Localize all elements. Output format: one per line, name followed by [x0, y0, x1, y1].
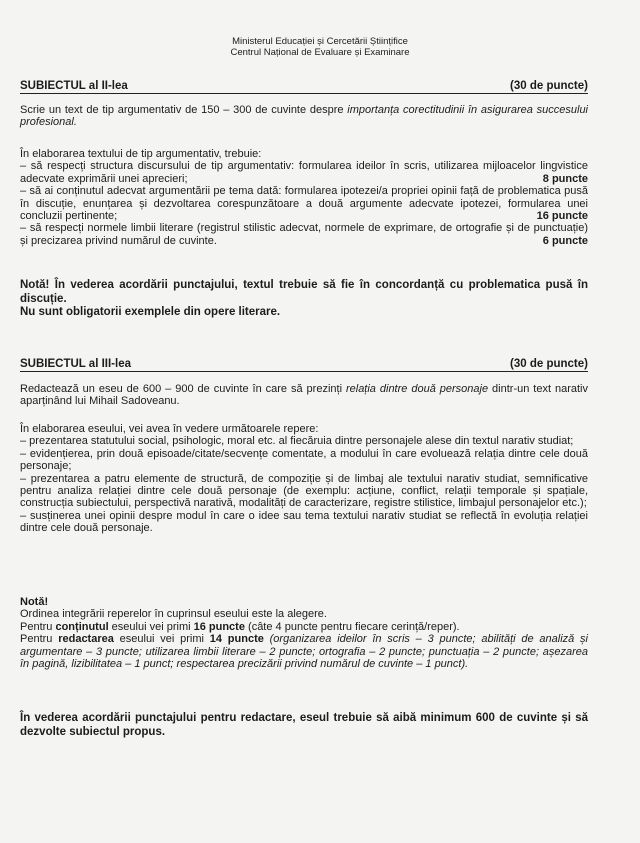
note-content-score	[20, 621, 588, 633]
note-concordance: Notă! În vederea acordării punctajului, textul trebuie să fie în concordanță cu problematica pusă în discuție.	[20, 279, 588, 305]
task-text: Scrie un text de tip argumentativ de 150 – 300 de cuvinte despre	[20, 104, 348, 116]
requirement-1-points: 8 puncte	[542, 172, 588, 185]
requirements-intro: În elaborarea textului de tip argumentativ, trebuie:	[20, 148, 262, 160]
landmark-1: – prezentarea statutului social, psihologic, moral etc. al fiecăruia dintre personajele alese din textul narativ studiat;	[20, 435, 574, 448]
subject-2-requirements	[20, 148, 588, 247]
task-topic: importanța corectitudinii în asigurarea succesului profesional.	[20, 104, 589, 129]
subject-3-title: SUBIECTUL al III-lea	[20, 358, 131, 370]
landmark-2: – evidențierea, prin două episoade/citate/secvențe comentate, a modului în care evoluează relația dintre cele două personaje;	[20, 447, 588, 473]
subject-2-points: (30 de puncte)	[510, 80, 588, 92]
landmark-3: – prezentarea a patru elemente de structură, de compoziție și de limbaj ale textului narativ studiat, semnificative pentru analiza relației dintre cele două personaje (de exemplu: acțiune, conflict, relații temporale și spațiale, construcția subiectului, perspectivă narativă, modalități de caracterizare, registre stilistice, limbajul personajelor etc.);	[20, 472, 588, 510]
landmarks-intro: În elaborarea eseului, vei avea în vedere următoarele repere:	[20, 423, 319, 435]
center-line: Centrul Național de Evaluare și Examinare	[230, 47, 410, 58]
note-content-points: 16 puncte	[193, 620, 245, 633]
subject-2-title: SUBIECTUL al II-lea	[20, 80, 128, 92]
ministry-line: Ministerul Educației și Cercetării Științifice	[232, 36, 408, 47]
note-content-keyword: conținutul	[55, 620, 109, 633]
subject-2-note	[20, 279, 588, 320]
requirement-1-text: – să respecți structura discursului de tip argumentativ: formularea ideilor în scris, utilizarea mijloacelor lingvistice adecvate exprimării unei aprecieri;	[20, 160, 588, 185]
subject-2-task	[20, 104, 588, 129]
note-title: Notă!	[20, 596, 49, 608]
note-writing-keyword: redactarea	[58, 633, 114, 646]
final-note-text: În vederea acordării punctajului pentru redactare, eseul trebuie să aibă minimum 600 de cuvinte și să dezvolte subiectul propus.	[20, 712, 588, 738]
subject-3-heading	[20, 357, 588, 372]
landmark-4: – susținerea unei opinii despre modul în care o idee sau tema textului narativ studiat se reflectă în evoluția relației dintre cele două personaje.	[20, 509, 588, 535]
requirement-2-text: – să ai conținutul adecvat argumentării pe tema dată: formularea ipotezei/a propriei opinii față de problematica pusă în discuție, enunțarea și dezvoltarea corespunzătoare a două argumente adecvate ipotezei, formularea unei concluzii pertinente;	[20, 185, 588, 223]
ministry-header	[0, 36, 640, 58]
essay-task-text: Redactează un eseu de 600 – 900 de cuvinte în care să prezinți	[20, 383, 346, 395]
note-writing-prefix: Pentru	[20, 633, 59, 646]
subject-3-final-note	[20, 712, 588, 739]
note-writing-criteria: (organizarea ideilor în scris – 3 puncte; abilități de analiză și argumentare – 3 puncte; utilizarea limbii literare – 2 puncte; ortografia – 2 puncte; punctuația – 2 puncte; așezarea în pagină, lizibilitatea – 1 punct; respectarea precizării privind numărul de cuvinte – 1 punct).	[20, 633, 588, 671]
requirement-3-points: 6 puncte	[542, 234, 588, 247]
subject-3-points: (30 de puncte)	[510, 358, 588, 370]
requirement-2-points: 16 puncte	[536, 210, 588, 223]
note-content-mid: eseului vei primi	[108, 620, 194, 633]
note-examples: Nu sunt obligatorii exemplele din opere literare.	[20, 306, 281, 318]
note-writing-score	[20, 633, 588, 670]
subject-3-landmarks	[20, 423, 588, 535]
essay-task-text-2: dintr-un text narativ aparținând lui Mihail Sadoveanu.	[20, 383, 588, 408]
subject-2-heading	[20, 79, 588, 94]
note-writing-points: 14 puncte	[209, 633, 264, 646]
note-content-prefix: Pentru	[20, 620, 56, 633]
subject-3-task	[20, 383, 588, 408]
note-content-suffix: (câte 4 puncte pentru fiecare cerință/reper).	[244, 620, 460, 633]
note-order: Ordinea integrării reperelor în cuprinsul eseului este la alegere.	[20, 608, 327, 621]
essay-topic: relația dintre două personaje	[345, 383, 489, 395]
subject-3-note	[20, 596, 588, 670]
note-writing-mid: eseului vei primi	[113, 633, 210, 646]
requirement-1	[20, 160, 588, 185]
requirement-3-text: – să respecți normele limbii literare (registrul stilistic adecvat, normele de exprimare, de ortografie și de punctuație) și precizarea privind numărul de cuvinte.	[20, 222, 588, 247]
